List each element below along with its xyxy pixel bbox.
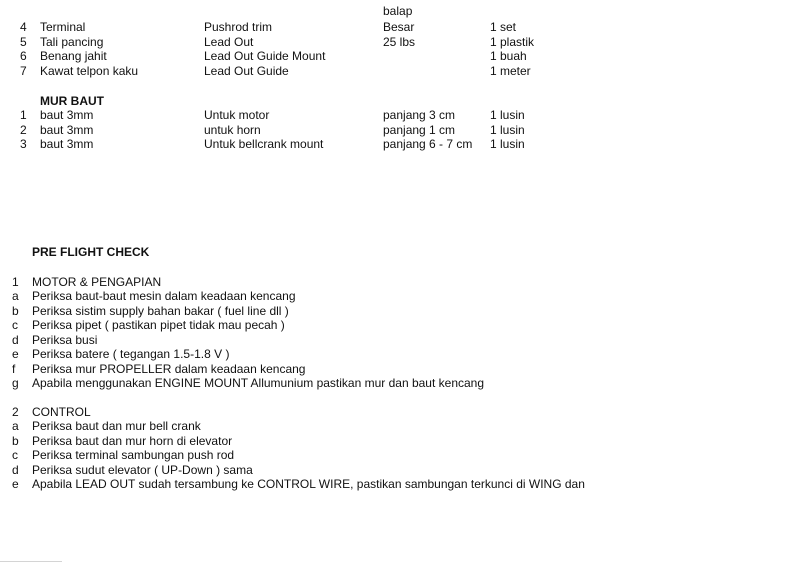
item-text: Periksa baut dan mur bell crank [32,419,201,433]
item-use: Untuk motor [204,108,270,122]
item-text: Periksa sudut elevator ( UP-Down ) sama [32,463,253,477]
item-text: Periksa terminal sambungan push rod [32,448,235,462]
item-use: Lead Out Guide [204,64,289,78]
mur-baut-heading: MUR BAUT [40,94,104,108]
overflow-cell-text: balap [383,4,413,18]
item-quantity: 1 plastik [490,35,535,49]
item-letter: g [12,376,19,390]
preflight-heading: PRE FLIGHT CHECK [32,245,150,259]
item-use: Lead Out Guide Mount [204,49,326,63]
item-quantity: 1 lusin [490,123,525,137]
item-size: panjang 6 - 7 cm [383,137,473,151]
item-text: Periksa sistim supply bahan bakar ( fuel line dll ) [32,304,289,318]
section-number: 1 [12,275,19,289]
item-name: baut 3mm [40,137,94,151]
row-number: 7 [20,64,27,78]
item-name: baut 3mm [40,123,94,137]
item-letter: b [12,434,19,448]
item-letter: c [12,318,18,332]
item-name: Kawat telpon kaku [40,64,139,78]
section-number: 2 [12,405,19,419]
item-quantity: 1 lusin [490,108,525,122]
item-size: Besar [383,20,415,34]
row-number: 2 [20,123,27,137]
row-number: 4 [20,20,27,34]
item-quantity: 1 buah [490,49,527,63]
item-text: Apabila menggunakan ENGINE MOUNT Allumunium pastikan mur dan baut kencang [32,376,485,390]
item-quantity: 1 set [490,20,517,34]
item-letter: f [12,362,16,376]
item-text: Periksa mur PROPELLER dalam keadaan kencang [32,362,306,376]
item-text: Periksa busi [32,333,98,347]
item-quantity: 1 meter [490,64,531,78]
item-use: Pushrod trim [204,20,273,34]
item-use: Lead Out [204,35,254,49]
item-name: Tali pancing [40,35,104,49]
item-name: baut 3mm [40,108,94,122]
item-letter: e [12,477,19,491]
item-text: Periksa baut-baut mesin dalam keadaan kencang [32,289,296,303]
item-letter: d [12,463,19,477]
row-number: 5 [20,35,27,49]
row-number: 6 [20,49,27,63]
item-name: Terminal [40,20,86,34]
item-size: panjang 3 cm [383,108,456,122]
item-letter: a [12,289,19,303]
section-title: MOTOR & PENGAPIAN [32,275,162,289]
item-text: Periksa baut dan mur horn di elevator [32,434,233,448]
item-letter: b [12,304,19,318]
item-letter: c [12,448,18,462]
item-letter: a [12,419,19,433]
item-size: 25 lbs [383,35,416,49]
row-number: 1 [20,108,27,122]
item-text: Apabila LEAD OUT sudah tersambung ke CONTROL WIRE, pastikan sambungan terkunci di WING dan [32,477,585,491]
item-letter: d [12,333,19,347]
item-use: Untuk bellcrank mount [204,137,324,151]
item-letter: e [12,347,19,361]
section-title: CONTROL [32,405,91,419]
item-use: untuk horn [204,123,261,137]
item-quantity: 1 lusin [490,137,525,151]
item-text: Periksa batere ( tegangan 1.5-1.8 V ) [32,347,230,361]
item-size: panjang 1 cm [383,123,456,137]
row-number: 3 [20,137,27,151]
item-name: Benang jahit [40,49,107,63]
item-text: Periksa pipet ( pastikan pipet tidak mau pecah ) [32,318,285,332]
